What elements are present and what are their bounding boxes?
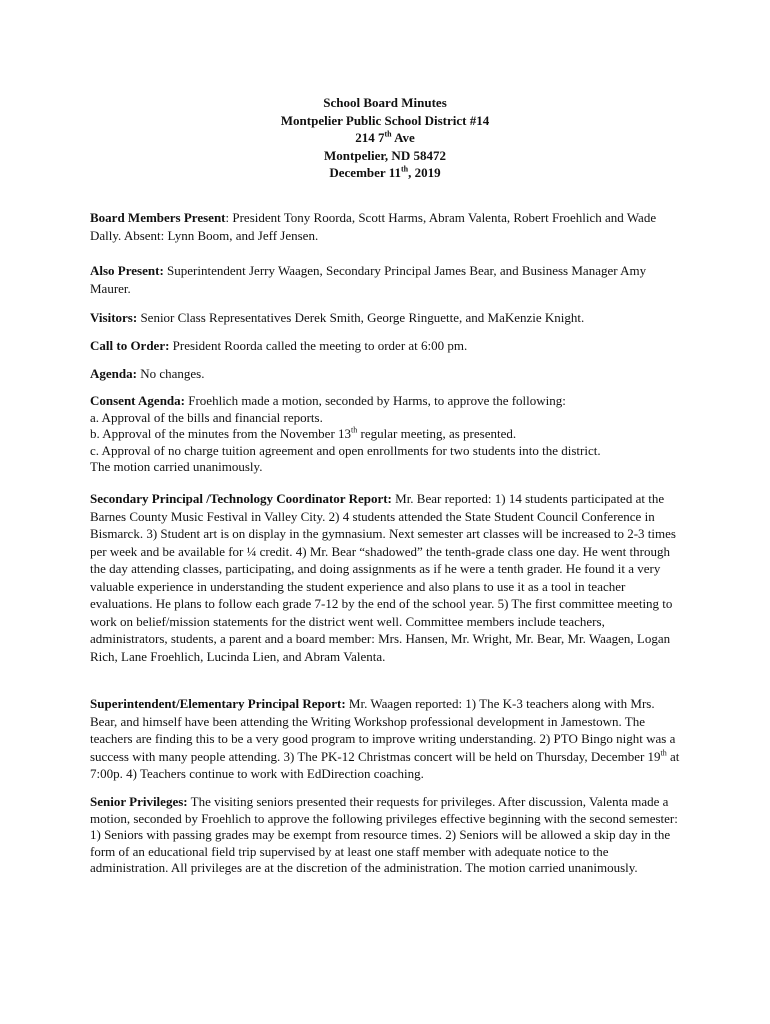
address-ave: Ave [391,130,415,145]
consent-item-a: a. Approval of the bills and financial reports. [90,409,323,425]
date-year: , 2019 [408,165,441,180]
district-address [0,129,770,147]
visitors-label: Visitors: [90,310,138,325]
secondary-report-section [90,490,680,665]
minutes-header [0,94,770,182]
board-members-label: Board Members Present [90,210,226,225]
agenda-text: No changes. [136,366,205,381]
consent-item-b-suffix: th [351,425,358,435]
visitors-section [90,309,680,327]
consent-agenda-label: Consent Agenda: [90,393,185,408]
consent-result: The motion carried unanimously. [90,459,263,474]
district-name: Montpelier Public School District #14 [280,112,490,128]
address-street: 214 7 [355,130,385,145]
superintendent-report-suffix: th [660,748,667,758]
consent-agenda-section [90,393,680,476]
meeting-date [0,164,770,182]
document-title: School Board Minutes [323,95,447,110]
consent-item-b-text: b. Approval of the minutes from the November 13 [90,426,352,441]
senior-privileges-text: The visiting seniors presented their requests for privileges. After discussion, Valenta made a motion, seconded by Froehlich to approve the following privileges effective beginning with the second semester: 1) Seniors with passing grades may be exempt from resource times. 2) Seniors will be allowed a skip day in the form of an educational field trip supervised by at least one staff member with adequate notice to the administration. All privileges are at the discretion of the administration. The motion carried unanimously. [90,794,678,875]
superintendent-report-text: Mr. Waagen reported: 1) The K-3 teachers along with Mrs. Bear, and himself have been attending the Writing Workshop professional development in Jamestown. The teachers are finding this to be a very good program to improve writing understanding. 2) PTO Bingo night was a success with many people attending. 3) The PK-12 Christmas concert will be held on Thursday, December 19 [90,696,676,764]
consent-item-b [90,426,680,443]
superintendent-report-rest: at 7:00p. 4) Teachers continue to work with EdDirection coaching. [90,748,680,781]
district-city: Montpelier, ND 58472 [324,147,446,163]
also-present-section [90,262,680,297]
secondary-report-label: Secondary Principal /Technology Coordinator Report: [90,491,392,506]
call-to-order-label: Call to Order: [90,338,170,353]
date-main: December 11 [329,165,401,180]
superintendent-report-section [90,695,680,783]
senior-privileges-label: Senior Privileges: [90,794,188,809]
also-present-text: Superintendent Jerry Waagen, Secondary Principal James Bear, and Business Manager Amy Maurer. [90,263,647,296]
secondary-report-text: Mr. Bear reported: 1) 14 students participated at the Barnes County Music Festival in Valley City. 2) 4 students attended the State Student Council Conference in Bismarck. 3) Student art is on display in the gymnasium. Next semester art classes will be increased to 2-3 times per week and be available for ¼ credit. 4) Mr. Bear “shadowed” the tenth-grade class one day. He went through the day attending classes, participating, and doing assignments as if he were a tenth grader. He found it a very valuable experience in understanding the student experience and also plans to use it as a tool in teacher evaluations. He plans to follow each grade 7-12 by the end of the school year. 5) The first committee meeting to work on belief/mission statements for the district went well. Committee members include teachers, administrators, students, a parent and a board member: Mrs. Hansen, Mr. Wright, Mr. Bear, Mr. Waagen, Logan Rich, Lane Froehlich, Lucinda Lien, and Abram Valenta. [90,491,676,664]
call-to-order-text: President Roorda called the meeting to order at 6:00 pm. [169,338,468,353]
consent-item-c: c. Approval of no charge tuition agreement and open enrollments for two students into the district. [90,442,601,458]
board-members-section [90,209,680,244]
address-suffix: th [384,129,392,139]
consent-agenda-text: Froehlich made a motion, seconded by Harms, to approve the following: [185,393,566,408]
agenda-label: Agenda: [90,366,137,381]
senior-privileges-section [90,794,680,877]
superintendent-report-label: Superintendent/Elementary Principal Report: [90,696,346,711]
visitors-text: Senior Class Representatives Derek Smith, George Ringuette, and MaKenzie Knight. [137,310,585,325]
also-present-label: Also Present: [90,263,164,278]
call-to-order-section [90,337,680,355]
agenda-section [90,365,680,383]
date-suffix: th [400,164,409,174]
board-members-text: : President Tony Roorda, Scott Harms, Abram Valenta, Robert Froehlich and Wade Dally. Absent: Lynn Boom, and Jeff Jensen. [90,210,657,243]
consent-item-b-rest: regular meeting, as presented. [357,426,517,441]
